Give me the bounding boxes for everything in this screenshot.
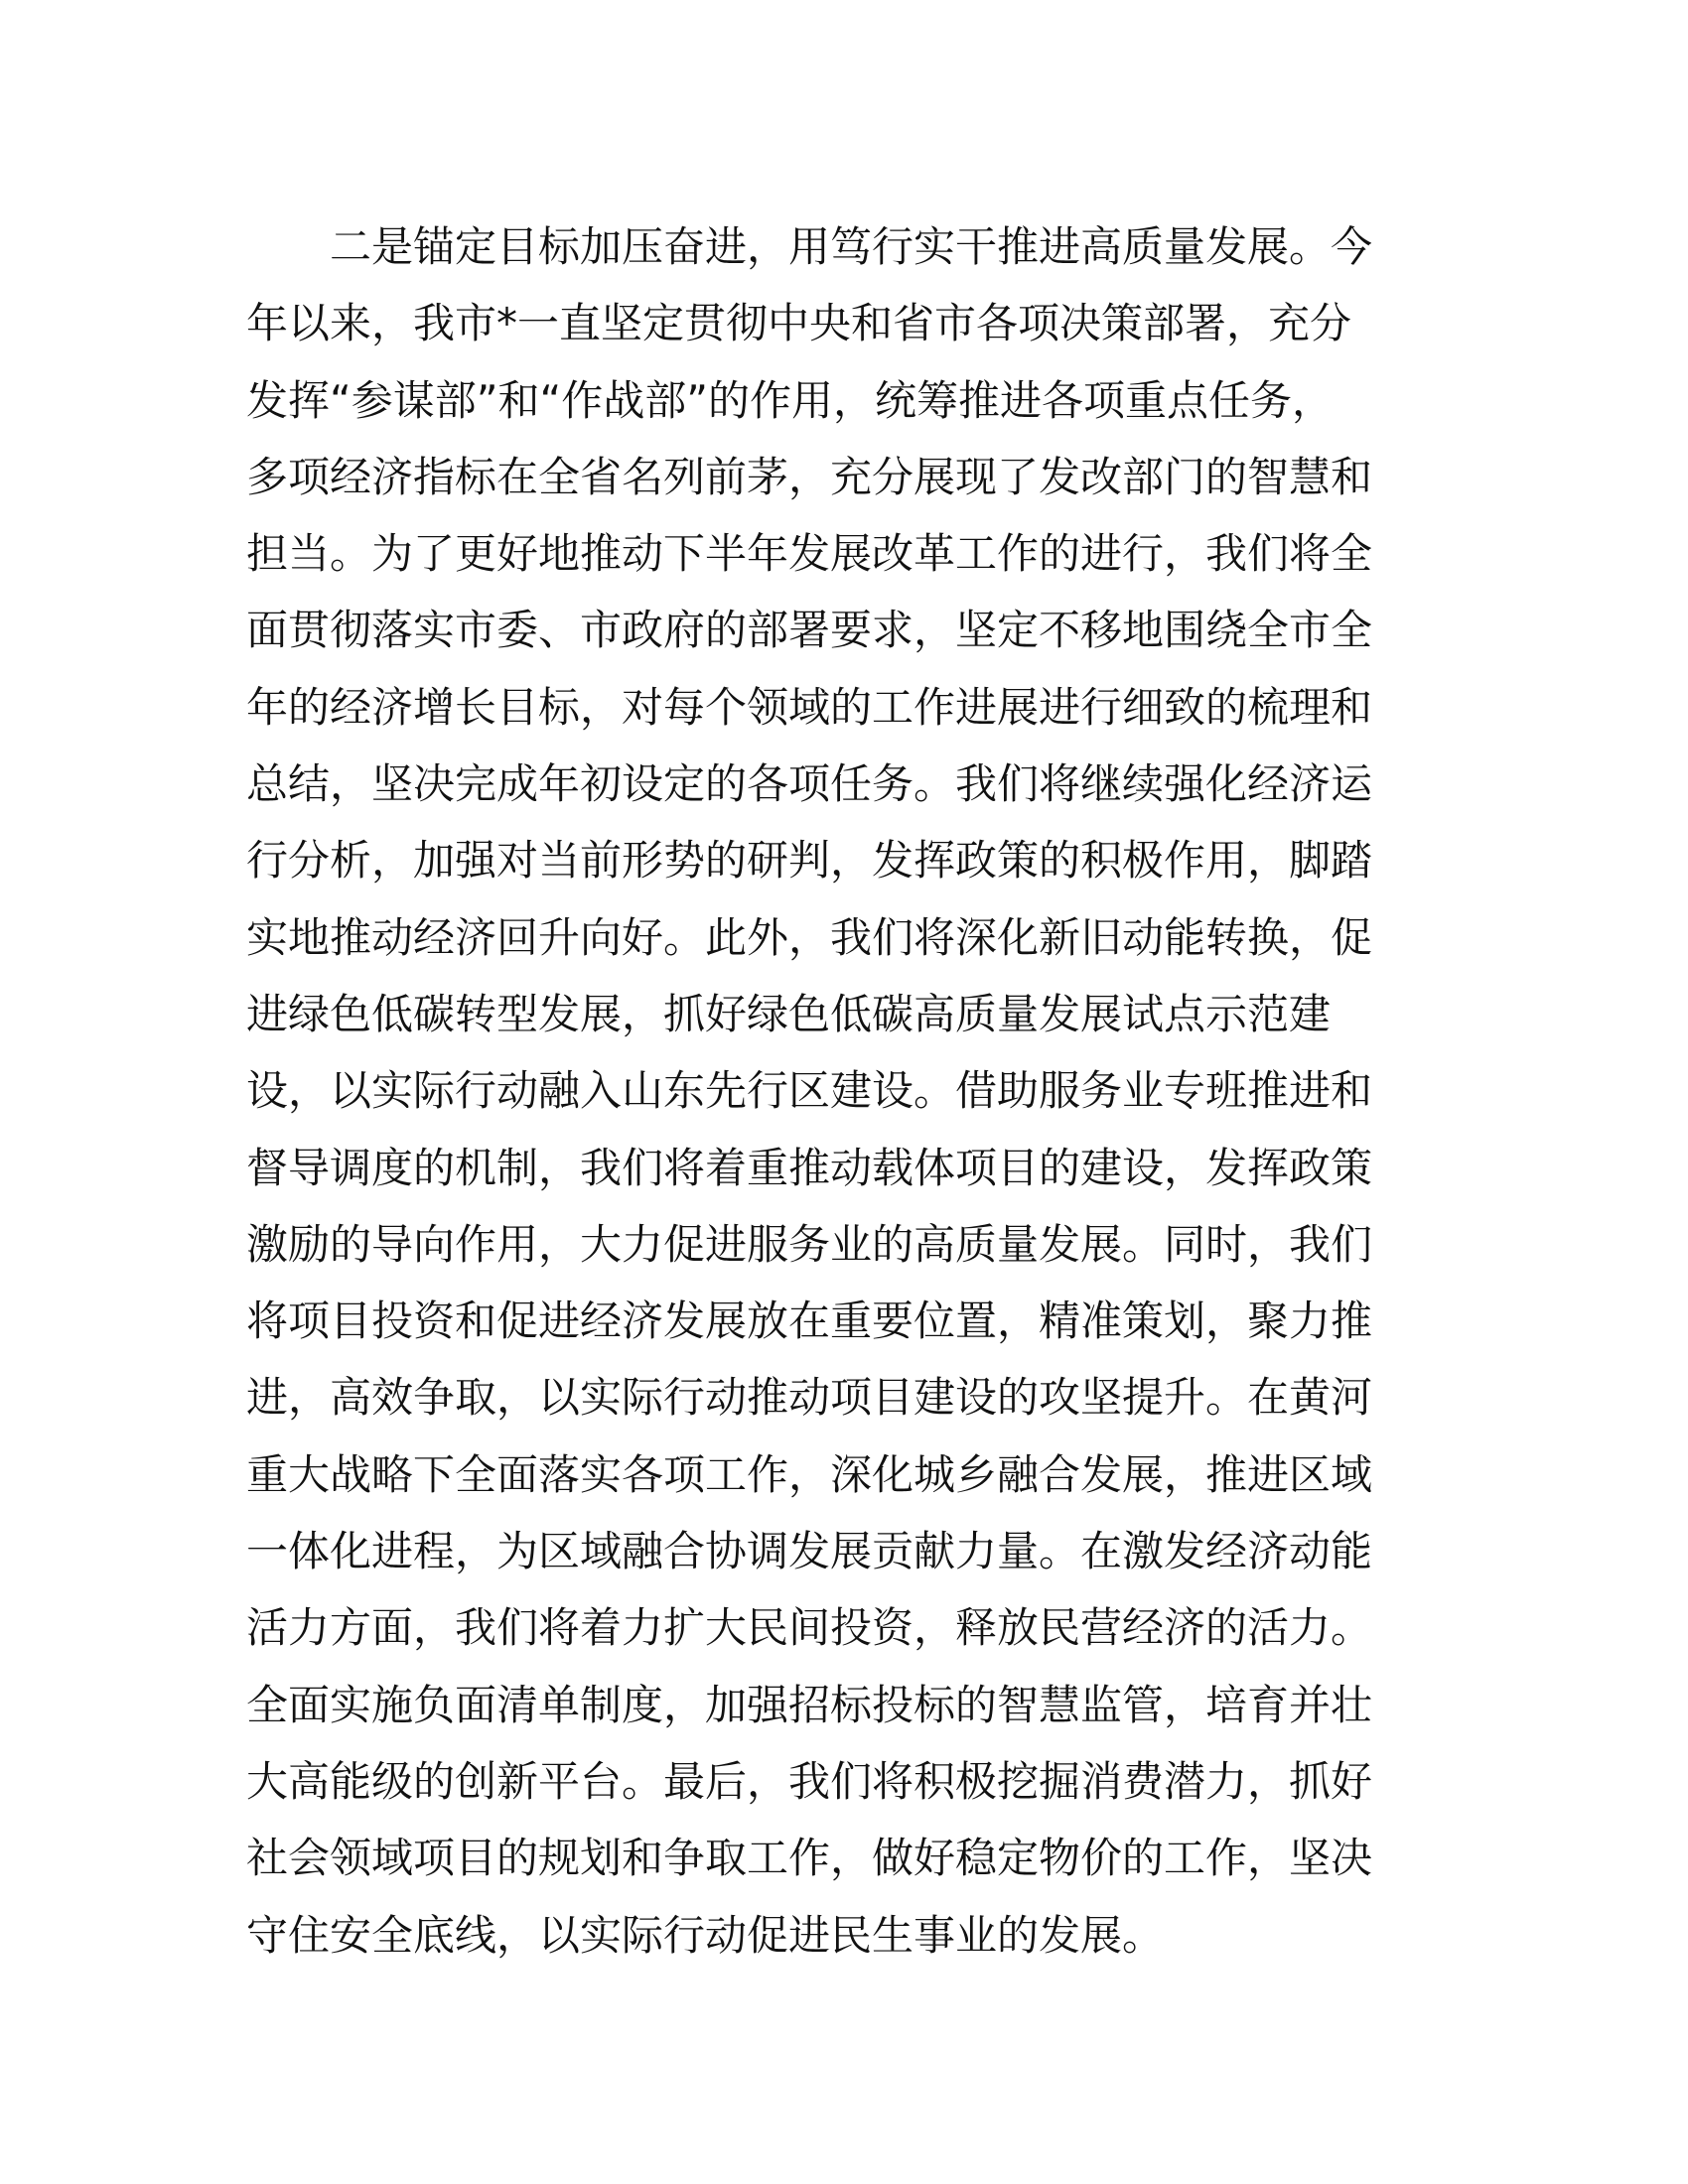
paragraph-line: 守住安全底线，以实际行动促进民生事业的发展。: [246, 1910, 1165, 1960]
paragraph-line: 二是锚定目标加压奋进，用笃行实干推进高质量发展。今: [330, 222, 1373, 271]
paragraph-line: 总结，坚决完成年初设定的各项任务。我们将继续强化经济运: [246, 759, 1373, 809]
body-paragraph: [246, 208, 1438, 1974]
paragraph-line: 进绿色低碳转型发展，抓好绿色低碳高质量发展试点示范建: [246, 989, 1332, 1038]
paragraph-line: 将项目投资和促进经济发展放在重要位置，精准策划，聚力推: [246, 1297, 1373, 1346]
paragraph-line: 重大战略下全面落实各项工作，深化城乡融合发展，推进区域: [246, 1449, 1373, 1499]
paragraph-line: 年以来，我市*一直坚定贯彻中央和省市各项决策部署，充分: [246, 299, 1352, 348]
paragraph-line: 一体化进程，为区域融合协调发展贡献力量。在激发经济动能: [246, 1527, 1373, 1576]
paragraph-line: 行分析，加强对当前形势的研判，发挥政策的积极作用，脚踏: [246, 836, 1373, 886]
paragraph-line: 督导调度的机制，我们将着重推动载体项目的建设，发挥政策: [246, 1143, 1373, 1192]
paragraph-line: 担当。为了更好地推动下半年发展改革工作的进行，我们将全: [246, 529, 1373, 579]
paragraph-line: 面贯彻落实市委、市政府的部署要求，坚定不移地围绕全市全: [246, 606, 1373, 655]
paragraph-line: 全面实施负面清单制度，加强招标投标的智慧监管，培育并壮: [246, 1680, 1373, 1729]
paragraph-line: 大高能级的创新平台。最后，我们将积极挖掘消费潜力，抓好: [246, 1756, 1373, 1806]
paragraph-line: 社会领域项目的规划和争取工作，做好稳定物价的工作，坚决: [246, 1834, 1373, 1883]
paragraph-line: 激励的导向作用，大力促进服务业的高质量发展。同时，我们: [246, 1219, 1373, 1269]
paragraph-line: 实地推动经济回升向好。此外，我们将深化新旧动能转换，促: [246, 912, 1373, 962]
paragraph-line: 活力方面，我们将着力扩大民间投资，释放民营经济的活力。: [246, 1603, 1373, 1653]
paragraph-line: 发挥“参谋部”和“作战部”的作用，统筹推进各项重点任务，: [246, 375, 1335, 425]
paragraph-line: 进，高效争取，以实际行动推动项目建设的攻坚提升。在黄河: [246, 1373, 1373, 1423]
paragraph-line: 设，以实际行动融入山东先行区建设。借助服务业专班推进和: [246, 1066, 1373, 1116]
paragraph-line: 年的经济增长目标，对每个领域的工作进展进行细致的梳理和: [246, 682, 1373, 732]
paragraph-line: 多项经济指标在全省名列前茅，充分展现了发改部门的智慧和: [246, 452, 1373, 501]
